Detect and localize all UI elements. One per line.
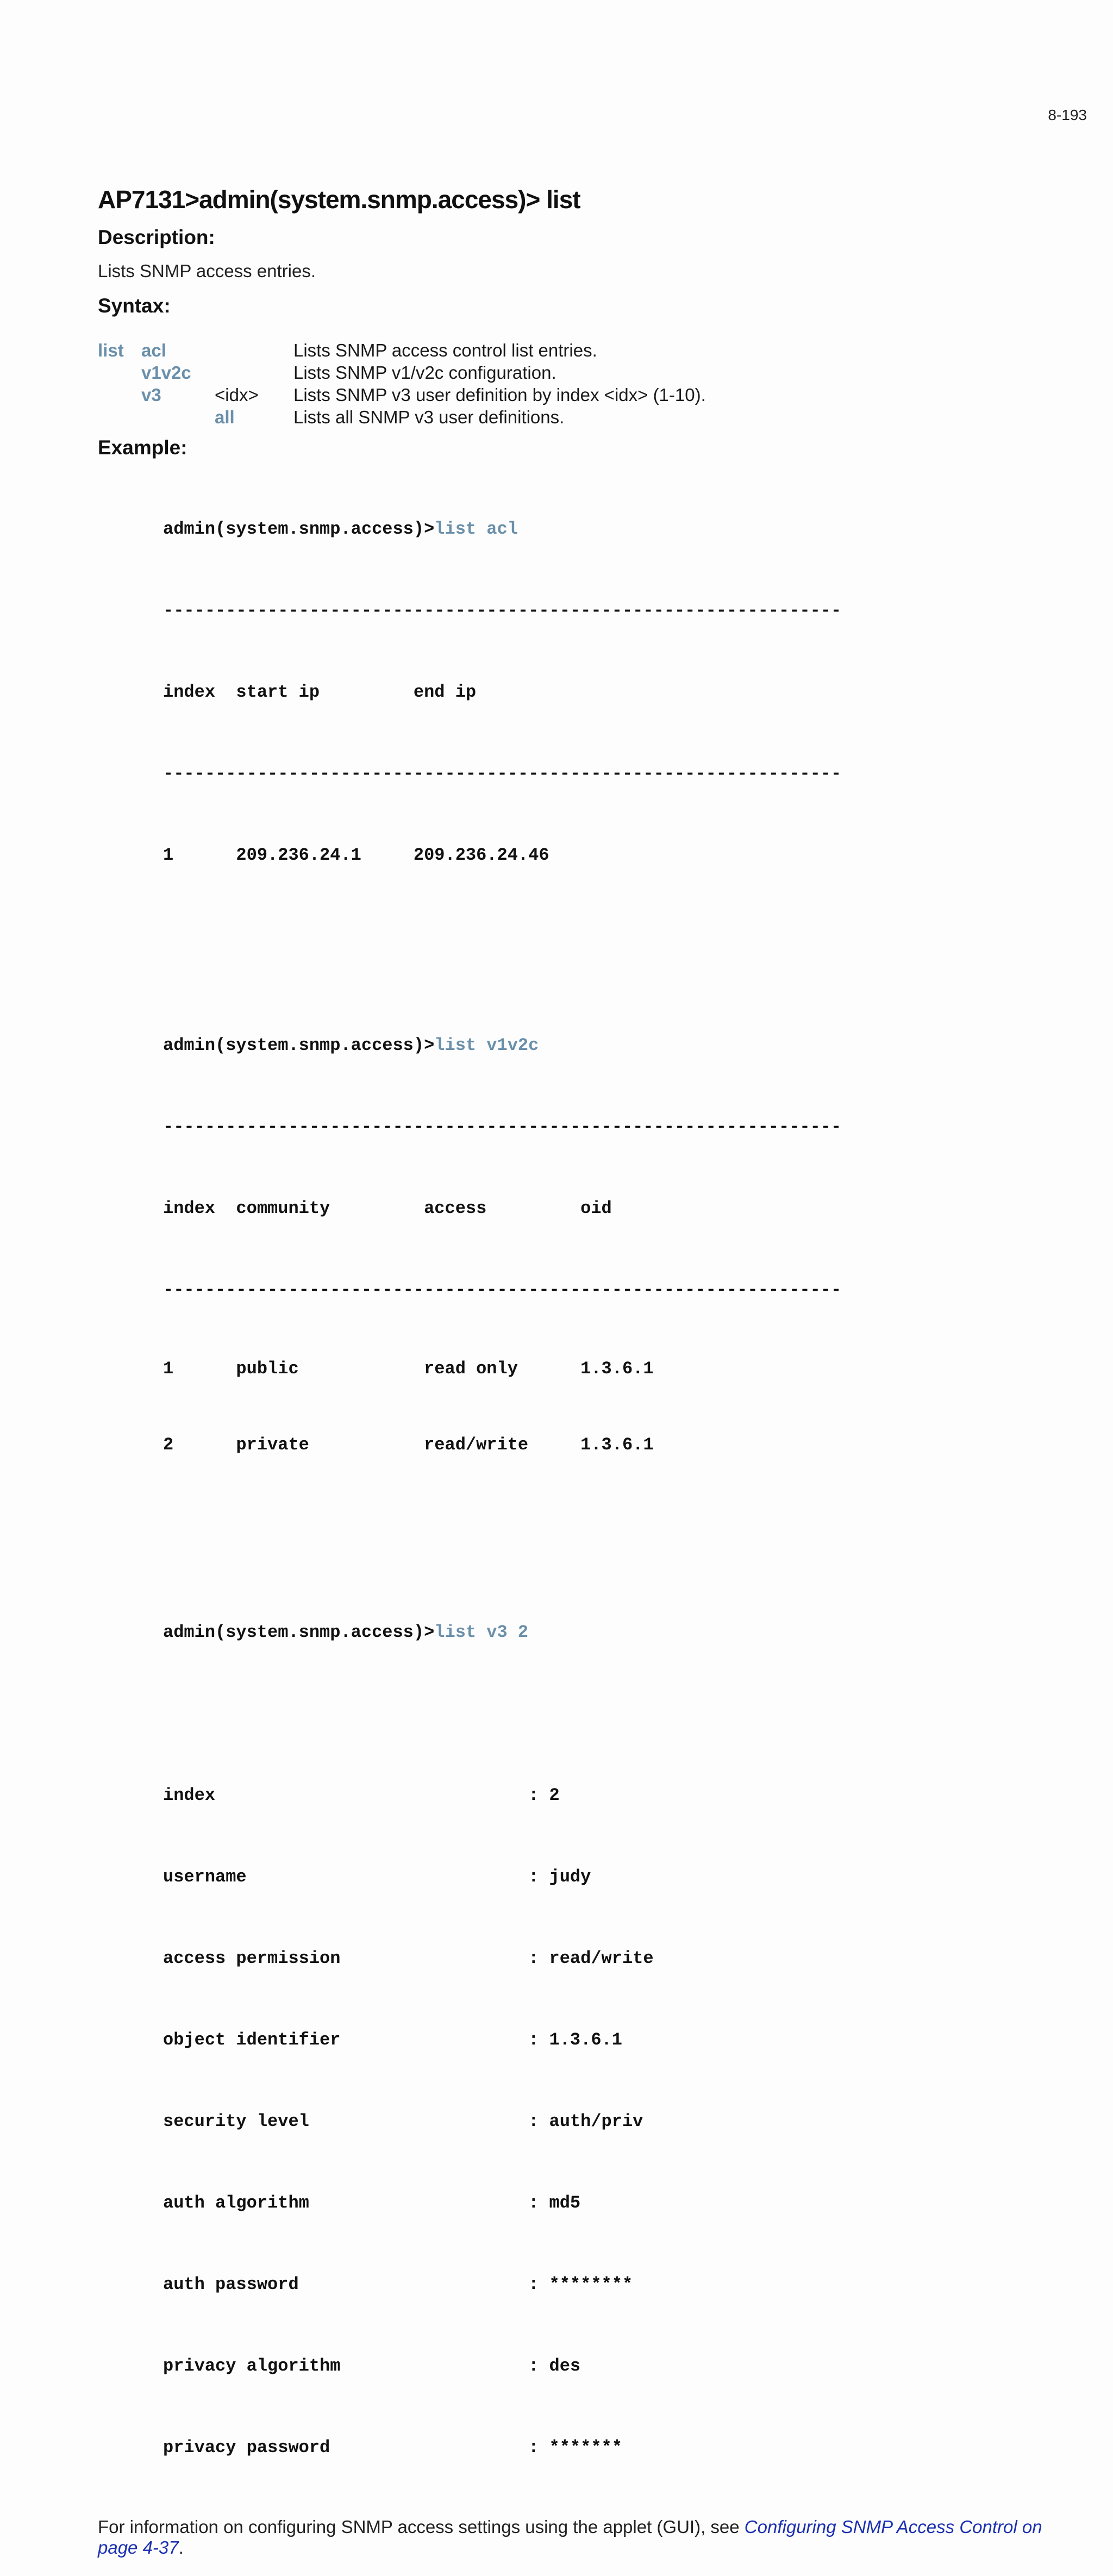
v3-field: object identifier : 1.3.6.1 [163, 2030, 622, 2050]
v1v2c-command-line [163, 1032, 1076, 1059]
v1v2c-command: list v1v2c [434, 1035, 539, 1055]
syntax-arg-v1v2c: v1v2c [141, 362, 191, 383]
syntax-command: list [98, 340, 124, 360]
footer-note [98, 2517, 1076, 2558]
footer-end: . [178, 2537, 184, 2558]
acl-command-line [163, 516, 1076, 543]
prompt: admin(system.snmp.access)> [163, 1035, 435, 1055]
blank-line [163, 923, 1076, 951]
blank-line [163, 1510, 1076, 1537]
syntax-arg-all: all [215, 407, 235, 427]
acl-table-row: 1 209.236.24.1 209.236.24.46 [163, 845, 549, 865]
blank-line [163, 1700, 1076, 1728]
example-code-block [163, 461, 1076, 2516]
prompt: admin(system.snmp.access)> [163, 519, 435, 539]
syntax-table [98, 340, 1076, 430]
description-text: Lists SNMP access entries. [98, 261, 316, 281]
separator: ----------------------------------------------------------------- [163, 1117, 842, 1137]
v3-field: index : 2 [163, 1785, 560, 1805]
syntax-desc-all: Lists all SNMP v3 user definitions. [293, 407, 565, 427]
v1v2c-table-row: 1 public read only 1.3.6.1 [163, 1359, 654, 1379]
syntax-heading: Syntax: [98, 295, 171, 317]
acl-table-header: index start ip end ip [163, 682, 477, 702]
acl-command: list acl [434, 519, 518, 539]
syntax-arg-v3: v3 [141, 385, 161, 405]
v3-command: list v3 2 [434, 1622, 529, 1642]
example-heading: Example: [98, 436, 187, 459]
v3-field: auth password : ******** [163, 2274, 633, 2294]
v3-field: access permission : read/write [163, 1948, 654, 1968]
command-title: AP7131>admin(system.snmp.access)> list [98, 185, 580, 214]
gui-reference-link[interactable]: Configuring SNMP Access Control on page 4-37 [98, 2517, 1042, 2558]
v3-field: username : judy [163, 1867, 591, 1887]
v1v2c-table-row: 2 private read/write 1.3.6.1 [163, 1435, 654, 1455]
v3-field: security level : auth/priv [163, 2111, 643, 2131]
separator: ----------------------------------------------------------------- [163, 601, 842, 621]
syntax-desc-v3: Lists SNMP v3 user definition by index <idx> (1-10). [293, 385, 706, 405]
description-heading: Description: [98, 226, 215, 248]
v1v2c-table-header: index community access oid [163, 1198, 612, 1218]
page-number: 8-193 [1048, 107, 1087, 123]
syntax-arg-idx: <idx> [215, 385, 259, 405]
separator: ----------------------------------------------------------------- [163, 1280, 842, 1300]
prompt: admin(system.snmp.access)> [163, 1622, 435, 1642]
syntax-desc-acl: Lists SNMP access control list entries. [293, 340, 597, 360]
v3-field: auth algorithm : md5 [163, 2193, 581, 2213]
v3-field: privacy password : ******* [163, 2437, 622, 2458]
syntax-arg-acl: acl [141, 340, 166, 360]
v3-command-line [163, 1619, 1076, 1646]
separator: ----------------------------------------------------------------- [163, 764, 842, 784]
document-body [98, 185, 1076, 2576]
v3-field: privacy algorithm : des [163, 2356, 581, 2376]
syntax-desc-v1v2c: Lists SNMP v1/v2c configuration. [293, 362, 556, 383]
footer-text: For information on configuring SNMP access settings using the applet (GUI), see [98, 2517, 745, 2537]
